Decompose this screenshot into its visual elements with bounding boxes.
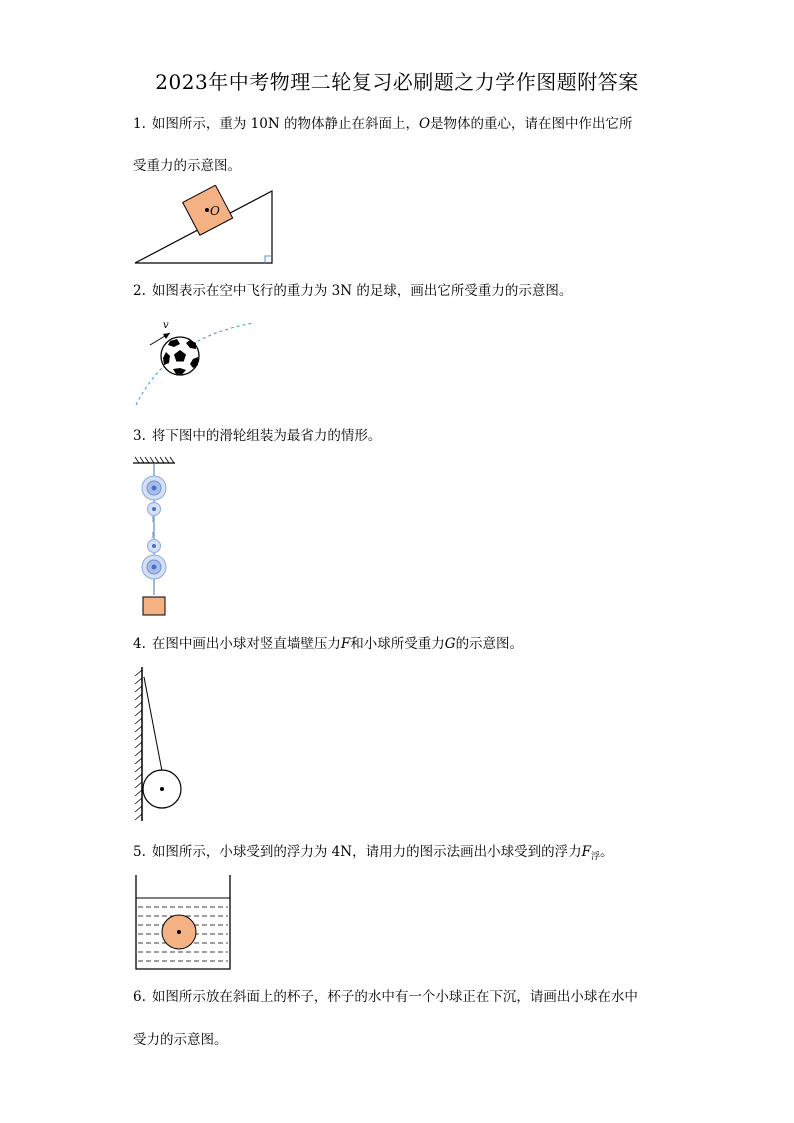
fixed-pulley-small (148, 503, 161, 516)
label-o: O (210, 204, 220, 218)
string-line (144, 677, 162, 771)
question-6-line2: 受力的示意图。 (133, 1032, 228, 1048)
wall-ball-figure (128, 665, 188, 825)
question-5 (133, 842, 673, 867)
weight-block (143, 597, 165, 615)
wall-hatch (135, 670, 142, 820)
question-1 (133, 114, 673, 134)
question-number: 3. (133, 428, 146, 444)
question-text: 如图所示，重为 10N 的物体静止在斜面上， (151, 116, 419, 132)
question-number: 1. (133, 116, 146, 132)
ceiling-hatch (135, 457, 174, 463)
label-v: v (163, 320, 169, 331)
ball-center-dot (160, 787, 164, 791)
floating-ball-center (177, 930, 181, 934)
variable-o: O (418, 116, 431, 132)
question-text: 如图表示在空中飞行的重力为 3N 的足球，画出它所受重力的示意图。 (151, 283, 573, 299)
hook-2 (152, 532, 153, 538)
movable-pulley-large (142, 555, 166, 579)
question-text: 在图中画出小球对竖直墙壁压力 (151, 636, 341, 652)
beaker-figure (130, 873, 235, 975)
question-text: 。 (599, 844, 614, 860)
subscript-buoyancy: 浮 (590, 852, 600, 862)
football-ball (161, 337, 199, 375)
question-number: 4. (133, 636, 146, 652)
question-text: 将下图中的滑轮组装为最省力的情形。 (151, 428, 382, 444)
question-2 (133, 281, 673, 301)
question-text: 如图所示放在斜面上的杯子，杯子的水中有一个小球正在下沉，请画出小球在水中 (151, 989, 638, 1005)
pulley-figure (128, 455, 178, 620)
question-number: 2. (133, 283, 146, 299)
question-text: 如图所示，小球受到的浮力为 4N，请用力的图示法画出小球受到的浮力 (151, 844, 582, 860)
page-title: 2023年中考物理二轮复习必刷题之力学作图题附答案 (155, 70, 639, 94)
hook-1 (152, 516, 153, 522)
football-figure (130, 315, 260, 410)
variable-f: F (581, 844, 591, 860)
movable-pulley-small (148, 540, 161, 553)
question-number: 5. (133, 844, 146, 860)
question-number: 6. (133, 989, 146, 1005)
question-text: 的示意图。 (455, 636, 524, 652)
question-3 (133, 426, 673, 446)
question-4 (133, 634, 673, 654)
variable-g: G (444, 636, 456, 652)
variable-f: F (340, 636, 351, 652)
fixed-pulley-large (142, 476, 166, 500)
incline-figure (130, 185, 280, 269)
question-text: 和小球所受重力 (350, 636, 445, 652)
question-text-cont: 是物体的重心，请在图中作出它所 (430, 116, 633, 132)
question-6 (133, 987, 673, 1007)
question-1-line2: 受重力的示意图。 (133, 158, 241, 174)
center-of-gravity-dot (205, 208, 209, 212)
